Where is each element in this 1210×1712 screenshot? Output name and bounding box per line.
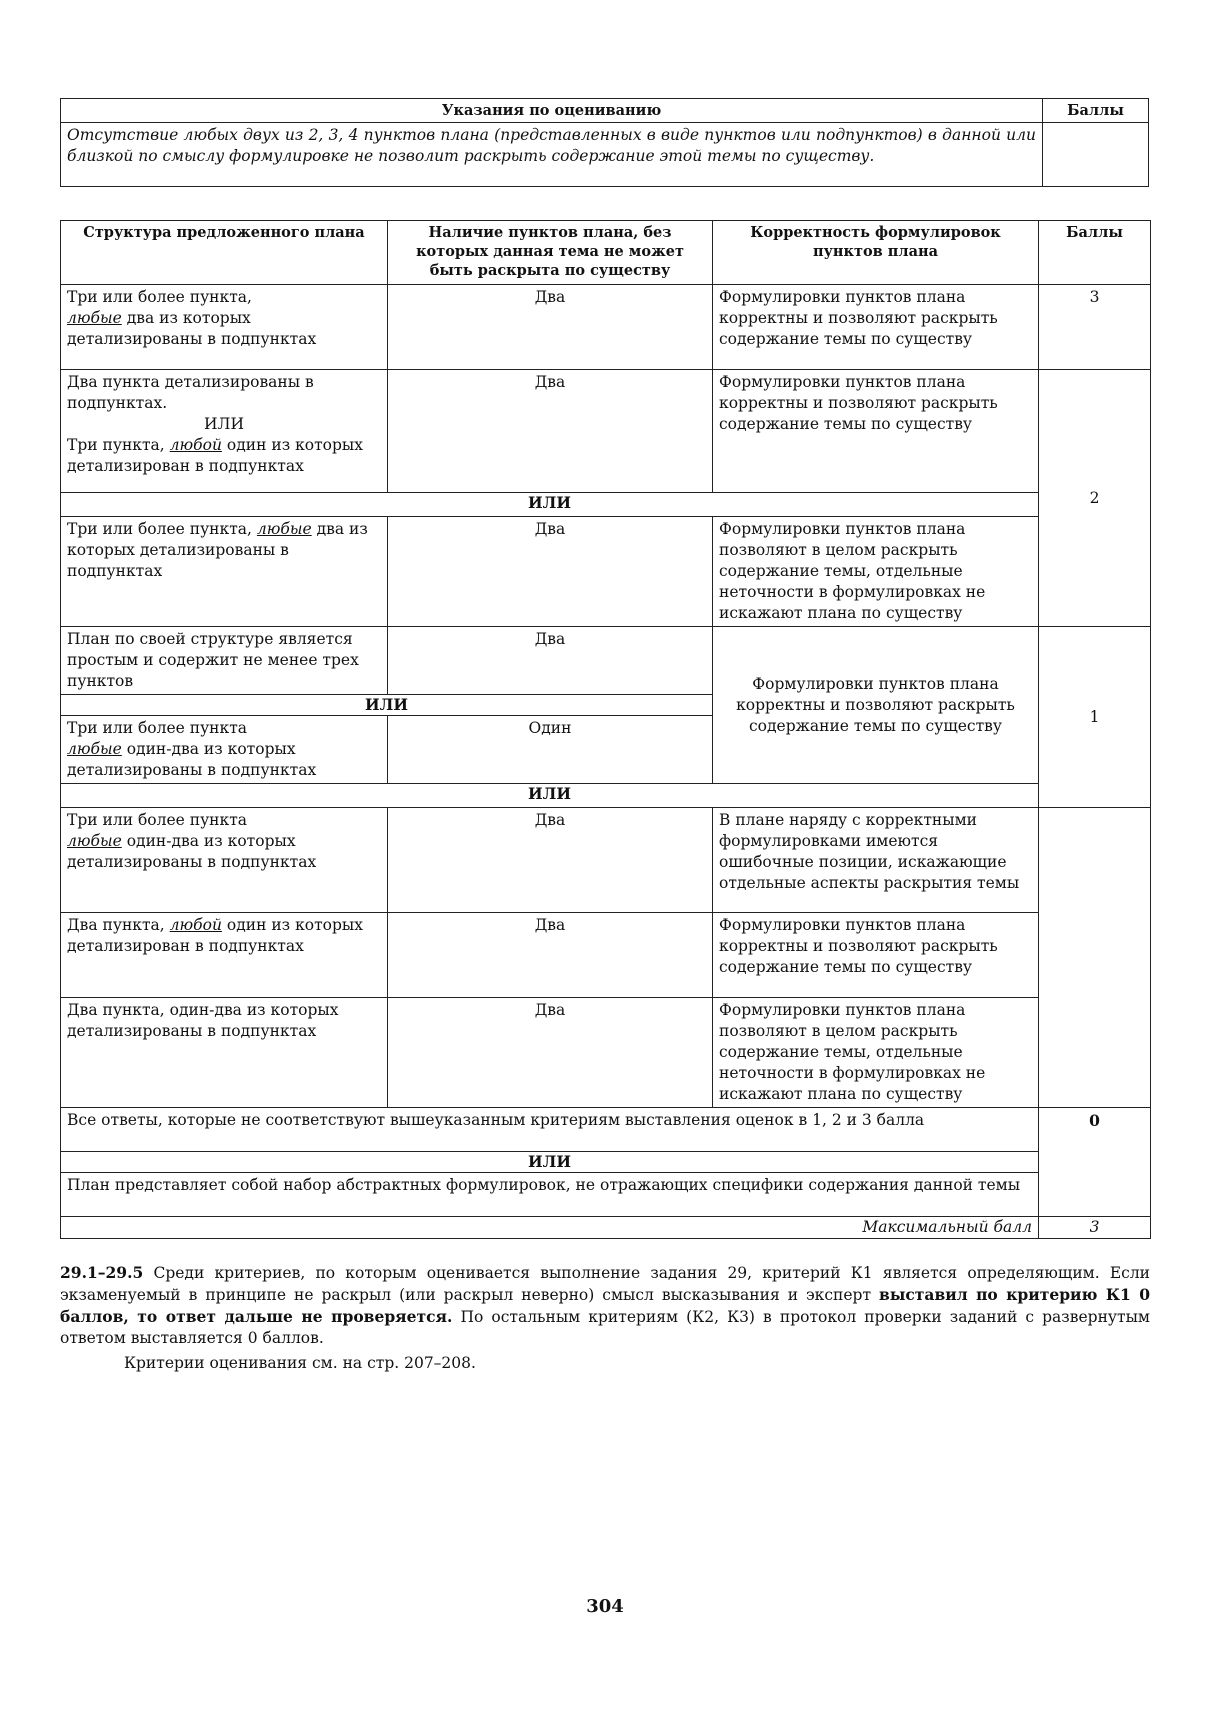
presence-header: Наличие пунктов плана, без которых данная тема не может быть раскрыта по существу — [388, 221, 713, 285]
points-header: Баллы — [1039, 221, 1151, 285]
or-divider: ИЛИ — [61, 695, 713, 716]
points-cell — [1039, 808, 1151, 1108]
criteria-table — [60, 220, 1151, 1239]
table-row — [61, 285, 1151, 370]
table-row — [61, 913, 1151, 998]
table-row — [61, 627, 1151, 695]
presence-cell: Два — [388, 285, 713, 370]
structure-cell: Два пункта детализированы в подпунктах. ИЛИ Три пункта, любой один из которых детализирован в подпунктах — [61, 370, 388, 493]
instructions-table — [60, 98, 1149, 187]
table-row — [61, 998, 1151, 1108]
structure-cell: Три или более пункта, любые два из которых детализированы в подпунктах — [61, 285, 388, 370]
criteria-reference: Критерии оценивания см. на стр. 207–208. — [124, 1354, 476, 1372]
correctness-cell: Формулировки пунктов плана корректны и позволяют раскрыть содержание темы по существу — [713, 285, 1039, 370]
table-row — [61, 370, 1151, 493]
presence-cell: Два — [388, 517, 713, 627]
page-number: 304 — [586, 1596, 624, 1617]
correctness-cell: Формулировки пунктов плана корректны и позволяют раскрыть содержание темы по существу — [713, 627, 1039, 784]
presence-cell: Два — [388, 913, 713, 998]
correctness-cell: Формулировки пунктов плана корректны и позволяют раскрыть содержание темы по существу — [713, 370, 1039, 493]
table-row — [61, 808, 1151, 913]
points-header: Баллы — [1043, 99, 1149, 123]
structure-cell: План по своей структуре является простым и содержит не менее трех пунктов — [61, 627, 388, 695]
task-note: 29.1–29.5 Среди критериев, по которым оценивается выполнение задания 29, критерий К1 является определяющим. Если экзаменуемый в принципе не раскрыл (или раскрыл неверно) смысл высказывания и эксперт выставил по критерию К1 0 баллов, то ответ дальше не проверяется. По остальным критериям (К2, К3) в протокол проверки заданий с развернутым ответом выставляется 0 баллов. — [60, 1263, 1150, 1347]
task-number: 29.1–29.5 — [60, 1263, 144, 1282]
instructions-points-cell — [1043, 123, 1149, 187]
table-row — [61, 1173, 1151, 1217]
zero-criteria-a: Все ответы, которые не соответствуют вышеуказанным критериям выставления оценок в 1, 2 и 3 балла — [61, 1108, 1039, 1152]
correctness-cell: Формулировки пунктов плана корректны и позволяют раскрыть содержание темы по существу — [713, 913, 1039, 998]
structure-cell: Два пункта, любой один из которых детализирован в подпунктах — [61, 913, 388, 998]
points-cell: 1 — [1039, 627, 1151, 808]
correctness-cell: Формулировки пунктов плана позволяют в целом раскрыть содержание темы, отдельные неточности в формулировках не искажают плана по существу — [713, 998, 1039, 1108]
table-row — [61, 517, 1151, 627]
structure-header: Структура предложенного плана — [61, 221, 388, 285]
correctness-header: Корректность формулировок пунктов плана — [713, 221, 1039, 285]
max-score-value: 3 — [1039, 1217, 1151, 1239]
correctness-cell: В плане наряду с корректными формулировками имеются ошибочные позиции, искажающие отдельные аспекты раскрытия темы — [713, 808, 1039, 913]
instructions-text: Отсутствие любых двух из 2, 3, 4 пунктов плана (представленных в виде пунктов или подпунктов) в данной или близкой по смыслу формулировке не позволит раскрыть содержание этой темы по существу. — [61, 123, 1043, 187]
points-cell: 3 — [1039, 285, 1151, 370]
presence-cell: Два — [388, 808, 713, 913]
max-score-label: Максимальный балл — [61, 1217, 1039, 1239]
presence-cell: Два — [388, 627, 713, 695]
structure-cell: Три или более пункта любые один-два из которых детализированы в подпунктах — [61, 808, 388, 913]
structure-cell: Три или более пункта, любые два из которых детализированы в подпунктах — [61, 517, 388, 627]
table-row — [61, 1108, 1151, 1152]
correctness-cell: Формулировки пунктов плана позволяют в целом раскрыть содержание темы, отдельные неточности в формулировках не искажают плана по существу — [713, 517, 1039, 627]
presence-cell: Два — [388, 998, 713, 1108]
zero-criteria-b: План представляет собой набор абстрактных формулировок, не отражающих специфики содержания данной темы — [61, 1173, 1039, 1217]
presence-cell: Два — [388, 370, 713, 493]
or-divider: ИЛИ — [61, 1152, 1039, 1173]
or-divider: ИЛИ — [61, 493, 1039, 517]
points-cell: 2 — [1039, 370, 1151, 627]
or-divider: ИЛИ — [61, 784, 1039, 808]
presence-cell: Один — [388, 716, 713, 784]
structure-cell: Два пункта, один-два из которых детализированы в подпунктах — [61, 998, 388, 1108]
instructions-header: Указания по оцениванию — [61, 99, 1043, 123]
points-cell: 0 — [1039, 1108, 1151, 1217]
structure-cell: Три или более пункта любые один-два из которых детализированы в подпунктах — [61, 716, 388, 784]
